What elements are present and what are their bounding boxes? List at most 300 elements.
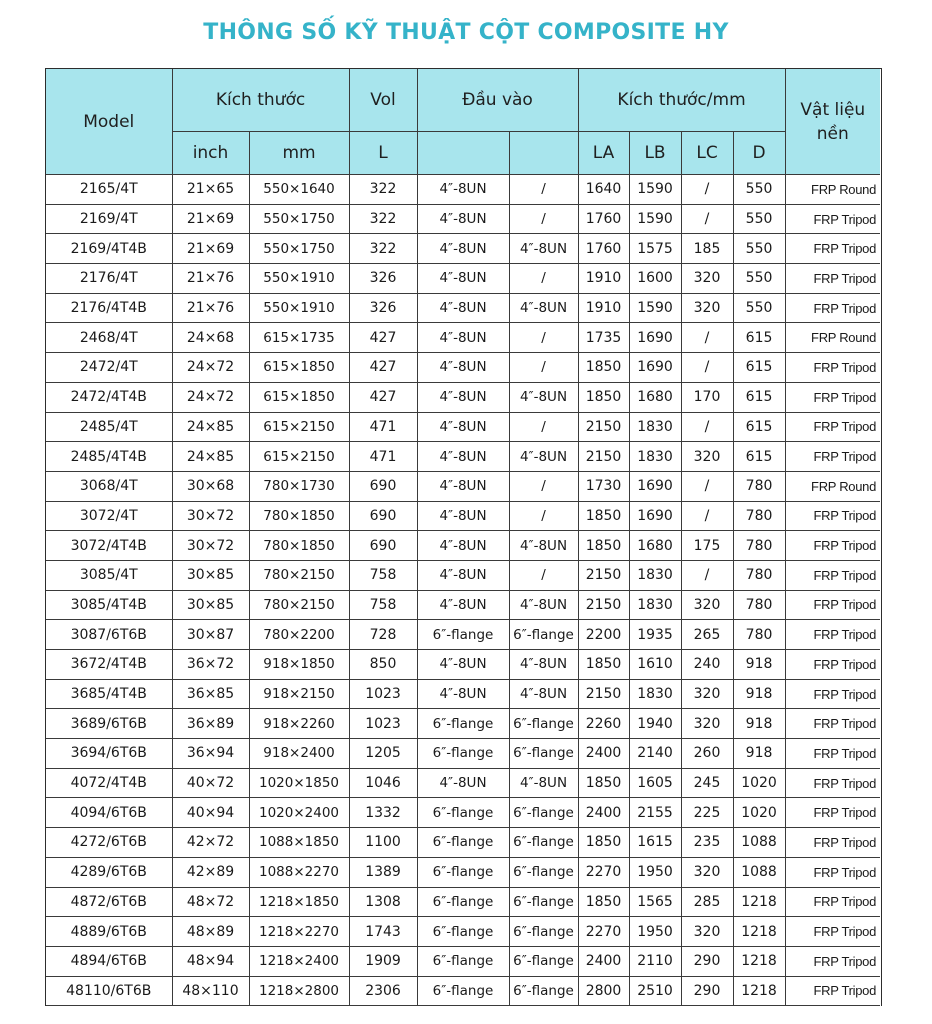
cell-material: FRP Tripod — [785, 442, 880, 472]
cell-size-mm: 550×1640 — [249, 175, 349, 205]
header-inch: inch — [172, 132, 249, 175]
cell-material: FRP Tripod — [785, 382, 880, 412]
cell-material: FRP Tripod — [785, 887, 880, 917]
cell-model: 2169/4T4B — [46, 234, 172, 264]
header-mm: mm — [249, 132, 349, 175]
cell-vol: 2306 — [349, 976, 417, 1006]
cell-la: 1730 — [578, 471, 629, 501]
cell-inlet-bottom: / — [509, 323, 578, 353]
cell-vol: 1023 — [349, 709, 417, 739]
table-row — [46, 471, 880, 501]
cell-material: FRP Round — [785, 471, 880, 501]
cell-vol: 690 — [349, 531, 417, 561]
cell-material: FRP Tripod — [785, 857, 880, 887]
cell-size-mm: 1088×1850 — [249, 828, 349, 858]
cell-material: FRP Tripod — [785, 560, 880, 590]
cell-vol: 326 — [349, 293, 417, 323]
cell-lc: / — [681, 353, 733, 383]
table-row — [46, 234, 880, 264]
cell-model: 4072/4T4B — [46, 768, 172, 798]
cell-material: FRP Tripod — [785, 976, 880, 1006]
cell-inlet-bottom: 4″-8UN — [509, 293, 578, 323]
cell-model: 3685/4T4B — [46, 679, 172, 709]
cell-size-mm: 1218×2270 — [249, 917, 349, 947]
cell-lc: / — [681, 471, 733, 501]
header-LB: LB — [629, 132, 681, 175]
cell-size-inch: 21×65 — [172, 175, 249, 205]
cell-lc: 185 — [681, 234, 733, 264]
cell-model: 2176/4T — [46, 264, 172, 294]
cell-size-mm: 1020×2400 — [249, 798, 349, 828]
cell-model: 48110/6T6B — [46, 976, 172, 1006]
header-LC: LC — [681, 132, 733, 175]
table-row — [46, 679, 880, 709]
cell-size-inch: 48×89 — [172, 917, 249, 947]
cell-model: 2169/4T — [46, 204, 172, 234]
cell-model: 4289/6T6B — [46, 857, 172, 887]
cell-lc: 225 — [681, 798, 733, 828]
cell-model: 2485/4T — [46, 412, 172, 442]
cell-lb: 1590 — [629, 293, 681, 323]
cell-model: 3068/4T — [46, 471, 172, 501]
table-row — [46, 590, 880, 620]
cell-model: 2472/4T4B — [46, 382, 172, 412]
cell-lb: 1830 — [629, 560, 681, 590]
cell-size-mm: 1088×2270 — [249, 857, 349, 887]
table-row — [46, 531, 880, 561]
cell-lb: 1600 — [629, 264, 681, 294]
cell-d: 780 — [733, 590, 785, 620]
cell-d: 1218 — [733, 976, 785, 1006]
table-body — [46, 175, 880, 1006]
cell-d: 615 — [733, 442, 785, 472]
cell-size-inch: 30×87 — [172, 620, 249, 650]
cell-size-inch: 24×85 — [172, 412, 249, 442]
cell-inlet-bottom: 6″-flange — [509, 857, 578, 887]
cell-size-mm: 780×2150 — [249, 590, 349, 620]
cell-inlet-top: 4″-8UN — [417, 442, 509, 472]
cell-size-mm: 550×1750 — [249, 204, 349, 234]
cell-inlet-bottom: 4″-8UN — [509, 679, 578, 709]
cell-inlet-top: 6″-flange — [417, 857, 509, 887]
table-row — [46, 976, 880, 1006]
cell-size-inch: 30×85 — [172, 560, 249, 590]
cell-inlet-top: 4″-8UN — [417, 531, 509, 561]
header-dau-vao-1 — [417, 132, 509, 175]
cell-vol: 1046 — [349, 768, 417, 798]
cell-size-inch: 30×72 — [172, 501, 249, 531]
cell-lb: 2155 — [629, 798, 681, 828]
cell-vol: 690 — [349, 471, 417, 501]
cell-inlet-top: 4″-8UN — [417, 650, 509, 680]
cell-size-mm: 615×2150 — [249, 412, 349, 442]
cell-la: 1850 — [578, 382, 629, 412]
cell-lb: 1830 — [629, 590, 681, 620]
table-row — [46, 293, 880, 323]
cell-inlet-bottom: / — [509, 204, 578, 234]
cell-d: 918 — [733, 709, 785, 739]
cell-model: 2485/4T4B — [46, 442, 172, 472]
cell-inlet-top: 6″-flange — [417, 828, 509, 858]
cell-inlet-bottom: / — [509, 353, 578, 383]
cell-d: 550 — [733, 264, 785, 294]
cell-la: 1910 — [578, 293, 629, 323]
cell-la: 2150 — [578, 590, 629, 620]
table-row — [46, 353, 880, 383]
cell-lb: 1565 — [629, 887, 681, 917]
table-row — [46, 412, 880, 442]
cell-vol: 322 — [349, 175, 417, 205]
cell-d: 550 — [733, 293, 785, 323]
cell-material: FRP Tripod — [785, 650, 880, 680]
cell-lb: 1690 — [629, 501, 681, 531]
cell-d: 615 — [733, 382, 785, 412]
cell-la: 2400 — [578, 946, 629, 976]
cell-la: 1850 — [578, 650, 629, 680]
cell-inlet-top: 4″-8UN — [417, 323, 509, 353]
cell-inlet-bottom: 6″-flange — [509, 620, 578, 650]
table-row — [46, 204, 880, 234]
cell-inlet-bottom: 6″-flange — [509, 828, 578, 858]
cell-size-inch: 48×72 — [172, 887, 249, 917]
cell-size-mm: 550×1910 — [249, 293, 349, 323]
cell-material: FRP Tripod — [785, 946, 880, 976]
cell-size-inch: 42×72 — [172, 828, 249, 858]
cell-d: 918 — [733, 679, 785, 709]
cell-size-mm: 780×1850 — [249, 531, 349, 561]
cell-inlet-top: 4″-8UN — [417, 293, 509, 323]
cell-lb: 1680 — [629, 531, 681, 561]
cell-vol: 758 — [349, 590, 417, 620]
cell-la: 2260 — [578, 709, 629, 739]
cell-lc: / — [681, 323, 733, 353]
cell-inlet-bottom: 6″-flange — [509, 917, 578, 947]
cell-d: 780 — [733, 531, 785, 561]
cell-material: FRP Tripod — [785, 590, 880, 620]
cell-lb: 1950 — [629, 857, 681, 887]
cell-lb: 1615 — [629, 828, 681, 858]
cell-la: 2150 — [578, 560, 629, 590]
cell-lc: 320 — [681, 709, 733, 739]
cell-d: 550 — [733, 175, 785, 205]
cell-lc: 320 — [681, 917, 733, 947]
cell-size-inch: 36×89 — [172, 709, 249, 739]
cell-vol: 690 — [349, 501, 417, 531]
cell-la: 2400 — [578, 798, 629, 828]
cell-material: FRP Tripod — [785, 798, 880, 828]
cell-material: FRP Tripod — [785, 234, 880, 264]
cell-inlet-top: 6″-flange — [417, 798, 509, 828]
cell-la: 1735 — [578, 323, 629, 353]
cell-inlet-top: 4″-8UN — [417, 471, 509, 501]
cell-la: 2400 — [578, 739, 629, 769]
cell-vol: 1743 — [349, 917, 417, 947]
header-model: Model — [46, 69, 172, 175]
cell-size-mm: 780×1850 — [249, 501, 349, 531]
cell-size-inch: 40×94 — [172, 798, 249, 828]
cell-lc: 320 — [681, 264, 733, 294]
cell-lc: 320 — [681, 679, 733, 709]
cell-d: 1088 — [733, 857, 785, 887]
cell-inlet-top: 4″-8UN — [417, 590, 509, 620]
cell-inlet-bottom: 4″-8UN — [509, 531, 578, 561]
cell-inlet-bottom: / — [509, 560, 578, 590]
cell-material: FRP Tripod — [785, 204, 880, 234]
cell-d: 1218 — [733, 946, 785, 976]
cell-inlet-bottom: 4″-8UN — [509, 234, 578, 264]
cell-lb: 1610 — [629, 650, 681, 680]
cell-inlet-top: 6″-flange — [417, 739, 509, 769]
cell-lb: 1830 — [629, 412, 681, 442]
cell-d: 615 — [733, 412, 785, 442]
cell-vol: 322 — [349, 204, 417, 234]
cell-lc: 260 — [681, 739, 733, 769]
header-kich-thuoc-mm: Kích thước/mm — [578, 69, 785, 132]
cell-material: FRP Tripod — [785, 501, 880, 531]
cell-lc: 265 — [681, 620, 733, 650]
cell-d: 780 — [733, 560, 785, 590]
cell-model: 3085/4T4B — [46, 590, 172, 620]
cell-inlet-bottom: / — [509, 412, 578, 442]
cell-lb: 1690 — [629, 471, 681, 501]
cell-size-mm: 1218×1850 — [249, 887, 349, 917]
table-row — [46, 323, 880, 353]
cell-d: 615 — [733, 353, 785, 383]
table-row — [46, 501, 880, 531]
header-L: L — [349, 132, 417, 175]
cell-size-mm: 1218×2400 — [249, 946, 349, 976]
cell-inlet-bottom: 4″-8UN — [509, 768, 578, 798]
cell-material: FRP Tripod — [785, 353, 880, 383]
cell-lc: 320 — [681, 442, 733, 472]
cell-material: FRP Tripod — [785, 768, 880, 798]
cell-inlet-bottom: 4″-8UN — [509, 590, 578, 620]
cell-vol: 471 — [349, 442, 417, 472]
cell-inlet-top: 4″-8UN — [417, 175, 509, 205]
cell-size-inch: 24×72 — [172, 353, 249, 383]
cell-model: 2468/4T — [46, 323, 172, 353]
cell-model: 3694/6T6B — [46, 739, 172, 769]
cell-la: 1760 — [578, 234, 629, 264]
cell-vol: 427 — [349, 323, 417, 353]
cell-la: 1850 — [578, 353, 629, 383]
cell-lb: 2140 — [629, 739, 681, 769]
cell-la: 2150 — [578, 412, 629, 442]
cell-size-mm: 550×1750 — [249, 234, 349, 264]
cell-size-mm: 1218×2800 — [249, 976, 349, 1006]
cell-material: FRP Round — [785, 175, 880, 205]
cell-la: 1850 — [578, 828, 629, 858]
cell-vol: 1023 — [349, 679, 417, 709]
cell-inlet-bottom: 6″-flange — [509, 709, 578, 739]
cell-size-inch: 40×72 — [172, 768, 249, 798]
cell-inlet-bottom: 4″-8UN — [509, 650, 578, 680]
cell-lc: 290 — [681, 946, 733, 976]
cell-la: 2150 — [578, 442, 629, 472]
table-row — [46, 917, 880, 947]
cell-vol: 322 — [349, 234, 417, 264]
cell-vol: 1332 — [349, 798, 417, 828]
cell-lc: / — [681, 412, 733, 442]
cell-size-mm: 780×2150 — [249, 560, 349, 590]
cell-la: 1850 — [578, 501, 629, 531]
cell-d: 1218 — [733, 917, 785, 947]
cell-inlet-bottom: 6″-flange — [509, 887, 578, 917]
cell-la: 2270 — [578, 917, 629, 947]
cell-lc: 320 — [681, 857, 733, 887]
cell-lc: 290 — [681, 976, 733, 1006]
table-row — [46, 560, 880, 590]
cell-la: 2270 — [578, 857, 629, 887]
cell-la: 2200 — [578, 620, 629, 650]
cell-inlet-top: 4″-8UN — [417, 412, 509, 442]
cell-lc: 320 — [681, 293, 733, 323]
cell-size-inch: 30×68 — [172, 471, 249, 501]
cell-inlet-bottom: 6″-flange — [509, 798, 578, 828]
cell-model: 2176/4T4B — [46, 293, 172, 323]
cell-lb: 1830 — [629, 679, 681, 709]
cell-d: 1088 — [733, 828, 785, 858]
table-row — [46, 887, 880, 917]
cell-inlet-top: 4″-8UN — [417, 234, 509, 264]
cell-model: 4272/6T6B — [46, 828, 172, 858]
cell-size-inch: 36×94 — [172, 739, 249, 769]
cell-inlet-top: 6″-flange — [417, 946, 509, 976]
table-row — [46, 739, 880, 769]
cell-lb: 1605 — [629, 768, 681, 798]
cell-lb: 1590 — [629, 175, 681, 205]
cell-size-mm: 615×1850 — [249, 353, 349, 383]
header-vol: Vol — [349, 69, 417, 132]
cell-size-mm: 615×1735 — [249, 323, 349, 353]
cell-size-inch: 48×110 — [172, 976, 249, 1006]
cell-material: FRP Tripod — [785, 828, 880, 858]
cell-inlet-top: 4″-8UN — [417, 264, 509, 294]
cell-size-inch: 21×76 — [172, 264, 249, 294]
cell-inlet-bottom: / — [509, 501, 578, 531]
cell-material: FRP Tripod — [785, 917, 880, 947]
cell-size-inch: 21×69 — [172, 204, 249, 234]
cell-inlet-top: 4″-8UN — [417, 382, 509, 412]
header-vat-lieu: Vật liệu nền — [785, 69, 880, 175]
table-row — [46, 857, 880, 887]
table-row — [46, 650, 880, 680]
cell-size-mm: 615×1850 — [249, 382, 349, 412]
cell-size-mm: 615×2150 — [249, 442, 349, 472]
cell-model: 4894/6T6B — [46, 946, 172, 976]
cell-material: FRP Round — [785, 323, 880, 353]
cell-lc: 320 — [681, 590, 733, 620]
cell-lb: 1950 — [629, 917, 681, 947]
header-kich-thuoc: Kích thước — [172, 69, 349, 132]
cell-inlet-top: 6″-flange — [417, 709, 509, 739]
cell-model: 4094/6T6B — [46, 798, 172, 828]
cell-vol: 471 — [349, 412, 417, 442]
cell-inlet-top: 4″-8UN — [417, 353, 509, 383]
cell-inlet-bottom: 6″-flange — [509, 976, 578, 1006]
cell-vol: 326 — [349, 264, 417, 294]
cell-inlet-top: 6″-flange — [417, 887, 509, 917]
cell-model: 3085/4T — [46, 560, 172, 590]
cell-d: 550 — [733, 234, 785, 264]
cell-lb: 1940 — [629, 709, 681, 739]
cell-d: 780 — [733, 471, 785, 501]
cell-material: FRP Tripod — [785, 709, 880, 739]
cell-la: 2150 — [578, 679, 629, 709]
cell-model: 2165/4T — [46, 175, 172, 205]
cell-vol: 758 — [349, 560, 417, 590]
cell-size-inch: 21×76 — [172, 293, 249, 323]
cell-lb: 2510 — [629, 976, 681, 1006]
cell-size-mm: 780×2200 — [249, 620, 349, 650]
cell-vol: 1389 — [349, 857, 417, 887]
cell-size-inch: 42×89 — [172, 857, 249, 887]
cell-lc: 235 — [681, 828, 733, 858]
cell-d: 615 — [733, 323, 785, 353]
cell-size-mm: 918×1850 — [249, 650, 349, 680]
cell-inlet-bottom: 6″-flange — [509, 739, 578, 769]
cell-d: 1218 — [733, 887, 785, 917]
cell-lb: 2110 — [629, 946, 681, 976]
cell-lc: / — [681, 175, 733, 205]
header-LA: LA — [578, 132, 629, 175]
cell-model: 3689/6T6B — [46, 709, 172, 739]
cell-inlet-bottom: 4″-8UN — [509, 442, 578, 472]
cell-vol: 1909 — [349, 946, 417, 976]
table-row — [46, 442, 880, 472]
cell-lc: 240 — [681, 650, 733, 680]
table-row — [46, 382, 880, 412]
cell-inlet-bottom: / — [509, 264, 578, 294]
spec-table — [46, 69, 880, 1006]
cell-size-inch: 24×72 — [172, 382, 249, 412]
spec-table-wrapper — [45, 68, 882, 1006]
cell-inlet-bottom: / — [509, 471, 578, 501]
table-row — [46, 709, 880, 739]
cell-size-mm: 918×2150 — [249, 679, 349, 709]
cell-vol: 1308 — [349, 887, 417, 917]
cell-vol: 427 — [349, 353, 417, 383]
cell-size-mm: 550×1910 — [249, 264, 349, 294]
cell-vol: 728 — [349, 620, 417, 650]
cell-la: 1760 — [578, 204, 629, 234]
cell-la: 1850 — [578, 531, 629, 561]
cell-model: 3672/4T4B — [46, 650, 172, 680]
cell-material: FRP Tripod — [785, 531, 880, 561]
cell-inlet-top: 4″-8UN — [417, 768, 509, 798]
cell-material: FRP Tripod — [785, 620, 880, 650]
table-row — [46, 798, 880, 828]
cell-d: 550 — [733, 204, 785, 234]
cell-inlet-bottom: 4″-8UN — [509, 382, 578, 412]
cell-model: 3072/4T4B — [46, 531, 172, 561]
cell-lc: 245 — [681, 768, 733, 798]
cell-lb: 1935 — [629, 620, 681, 650]
table-row — [46, 175, 880, 205]
cell-d: 1020 — [733, 798, 785, 828]
cell-lb: 1590 — [629, 204, 681, 234]
cell-d: 918 — [733, 739, 785, 769]
cell-la: 1910 — [578, 264, 629, 294]
table-row — [46, 946, 880, 976]
cell-size-inch: 36×72 — [172, 650, 249, 680]
cell-lb: 1575 — [629, 234, 681, 264]
cell-size-mm: 1020×1850 — [249, 768, 349, 798]
cell-lc: 170 — [681, 382, 733, 412]
cell-size-inch: 30×85 — [172, 590, 249, 620]
cell-la: 1850 — [578, 887, 629, 917]
cell-material: FRP Tripod — [785, 679, 880, 709]
